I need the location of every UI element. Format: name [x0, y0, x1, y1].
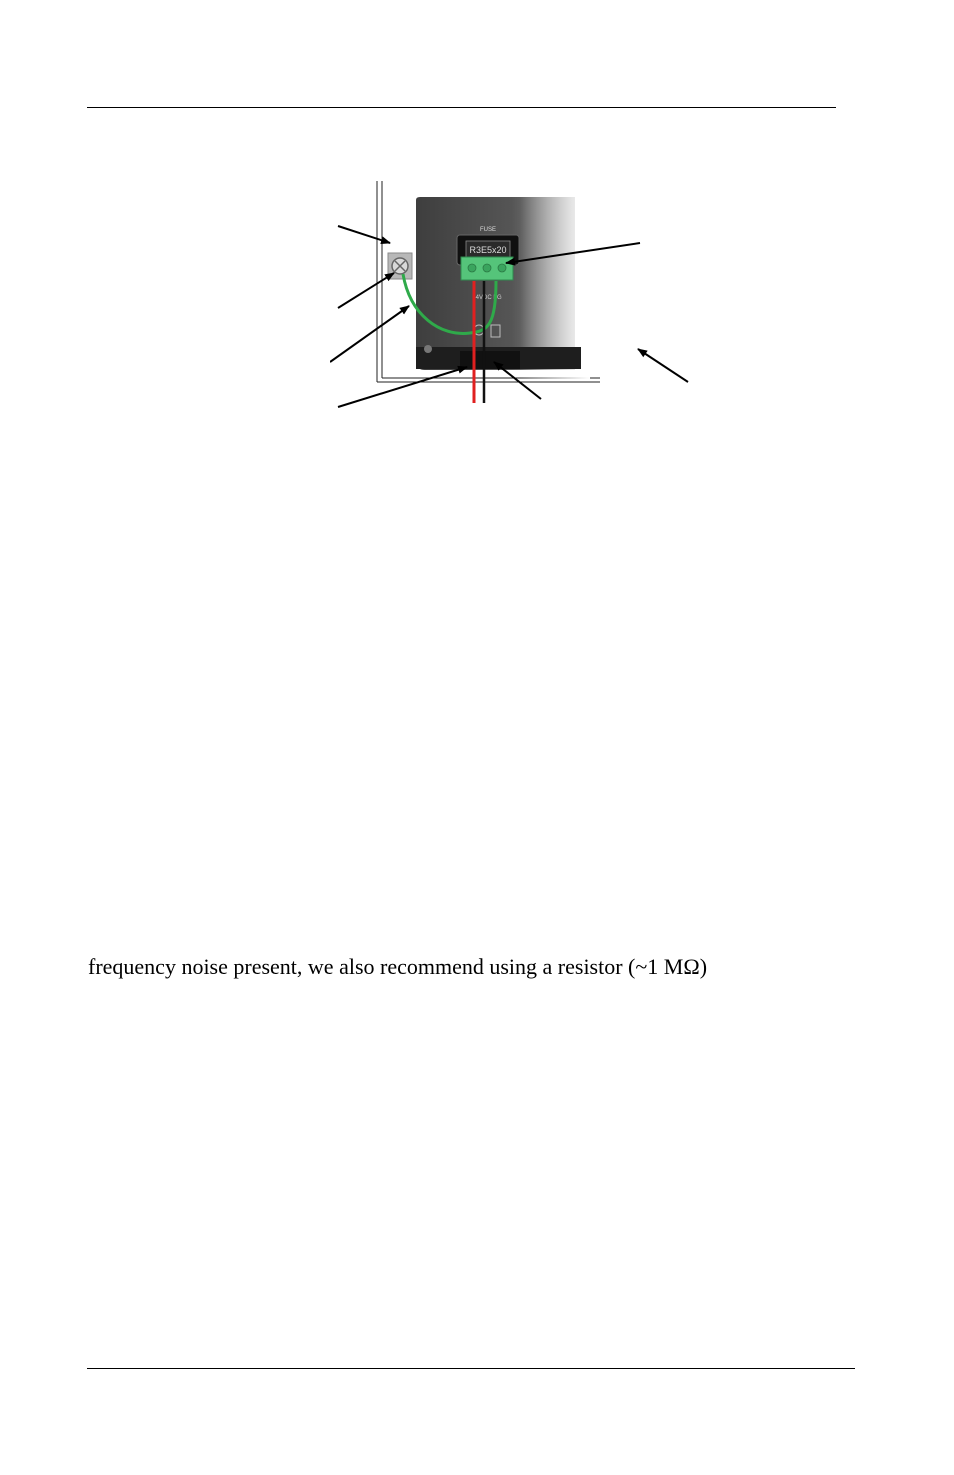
panel-screw-icon	[424, 345, 432, 353]
wiring-diagram	[330, 175, 710, 410]
header-rule	[87, 107, 836, 108]
body-text-line: frequency noise present, we also recommend using a resistor (~1 MΩ)	[88, 954, 708, 979]
arrow-power-wire-positive	[338, 367, 467, 407]
device-panel	[416, 190, 590, 380]
wiring-figure	[330, 175, 710, 410]
footer-rule	[87, 1368, 855, 1369]
terminal-label: 24VDC FG	[472, 295, 502, 301]
fuse-label: FUSE	[479, 227, 497, 233]
arrow-device	[638, 349, 688, 382]
fuse-rating-label: R3E5x20	[469, 245, 507, 255]
arrow-ground-screw	[338, 273, 394, 308]
arrow-ground-wire	[330, 306, 409, 362]
